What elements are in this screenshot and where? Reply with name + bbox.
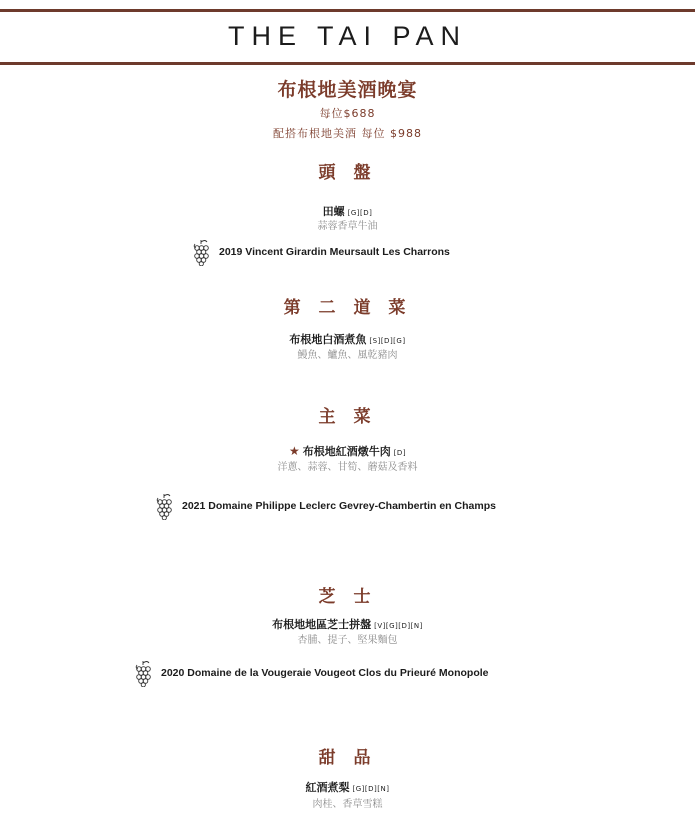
- dish-label: 布根地紅酒燉牛肉: [302, 445, 391, 458]
- brand-title: THE TAI PAN: [227, 21, 468, 51]
- dish-label: 布根地地區芝士拼盤: [272, 618, 372, 631]
- dish-description: 蒜蓉香草牛油: [317, 221, 378, 232]
- grape-icon: [154, 492, 174, 520]
- dish-tags: [G][D]: [347, 209, 373, 217]
- grape-icon: [191, 238, 211, 266]
- section-heading-cheese: 芝 士: [318, 587, 377, 607]
- dish-name: [0, 616, 695, 632]
- wine-pairing: [133, 659, 489, 687]
- dish-name: [0, 779, 695, 795]
- wine-label: 2019 Vincent Girardin Meursault Les Charrons: [219, 246, 450, 258]
- wine-label: 2020 Domaine de la Vougeraie Vougeot Clos du Prieuré Monopole: [161, 667, 489, 679]
- dish-description: 鰻魚、鱸魚、風乾豬肉: [297, 350, 398, 361]
- dish-description: 洋蔥、蒜蓉、甘筍、蘑菇及香料: [277, 462, 418, 473]
- pairing-price: 配搭布根地美酒 每位 $988: [273, 127, 422, 140]
- dish-name: [0, 331, 695, 347]
- menu-price: 每位$688: [319, 107, 376, 120]
- dish-label: 布根地白酒煮魚: [289, 333, 367, 346]
- star-icon: ★: [288, 444, 300, 458]
- dish-tags: [V][G][D][N]: [374, 622, 423, 630]
- dish-description: 肉桂、香草雪糕: [312, 799, 383, 810]
- wine-pairing: [191, 238, 450, 266]
- dish-label: 田螺: [322, 205, 345, 218]
- dish-tags: [G][D][N]: [352, 785, 390, 793]
- section-heading-second-course: 第 二 道 菜: [283, 298, 412, 318]
- dish-tags: [D]: [393, 449, 407, 457]
- grape-icon: [133, 659, 153, 687]
- dish-name: [0, 443, 695, 459]
- menu-title: 布根地美酒晚宴: [277, 79, 418, 101]
- dish-description: 杏脯、提子、堅果麵包: [297, 635, 398, 646]
- section-heading-dessert: 甜 品: [318, 748, 377, 768]
- dish-tags: [S][D][G]: [369, 337, 406, 345]
- dish-label: 紅酒煮梨: [305, 781, 350, 794]
- wine-pairing: [154, 492, 496, 520]
- section-heading-main: 主 菜: [318, 407, 377, 427]
- wine-label: 2021 Domaine Philippe Leclerc Gevrey-Chambertin en Champs: [182, 500, 496, 512]
- section-heading-starter: 頭 盤: [318, 163, 377, 183]
- header-bar: [0, 9, 695, 65]
